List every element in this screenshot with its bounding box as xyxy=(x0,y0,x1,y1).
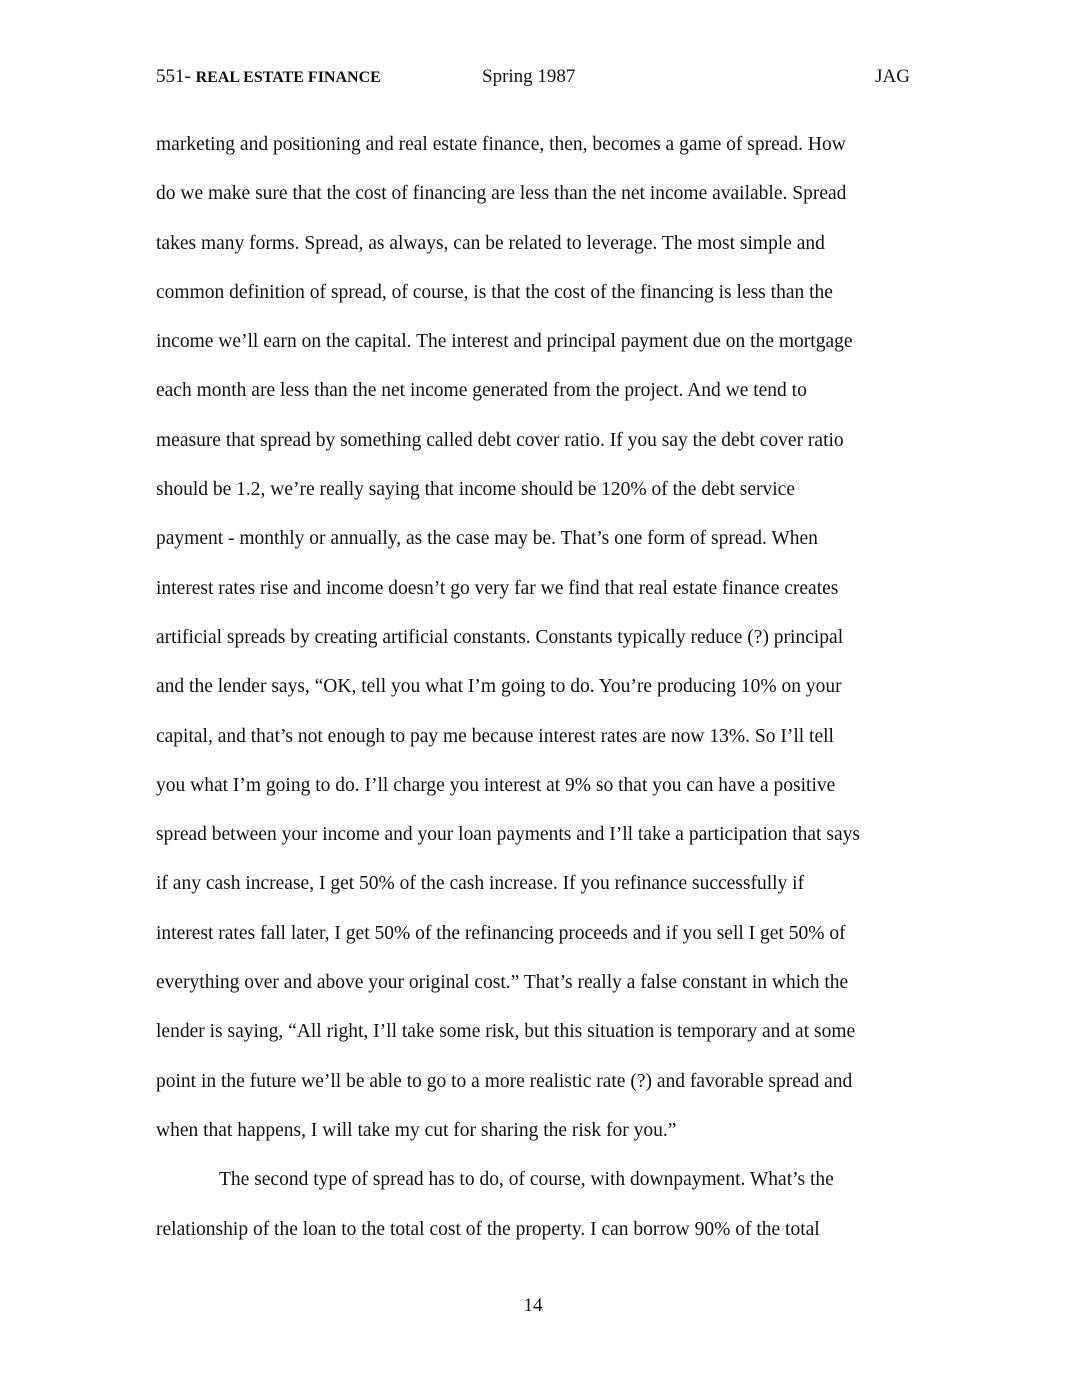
text-line: takes many forms. Spread, as always, can be related to leverage. The most simple and xyxy=(156,232,825,254)
text-line: you what I’m going to do. I’ll charge you interest at 9% so that you can have a positive xyxy=(156,774,836,796)
text-line: everything over and above your original cost.” That’s really a false constant in which the xyxy=(156,972,849,994)
author-initials: JAG xyxy=(875,66,910,87)
paragraph-start-line: The second type of spread has to do, of course, with downpayment. What’s the xyxy=(219,1169,834,1191)
text-line: should be 1.2, we’re really saying that income should be 120% of the debt service xyxy=(156,479,795,501)
running-header xyxy=(156,64,910,90)
text-line: marketing and positioning and real estate finance, then, becomes a game of spread. How xyxy=(156,134,846,155)
text-line: common definition of spread, of course, is that the cost of the financing is less than the xyxy=(156,281,833,303)
text-line: spread between your income and your loan payments and I’ll take a participation that says xyxy=(156,824,860,846)
text-line: payment - monthly or annually, as the case may be. That’s one form of spread. When xyxy=(156,528,818,550)
text-line: income we’ll earn on the capital. The interest and principal payment due on the mortgage xyxy=(156,331,853,353)
text-line: when that happens, I will take my cut for sharing the risk for you.” xyxy=(156,1119,677,1141)
body-text xyxy=(156,120,916,1254)
text-line: relationship of the loan to the total cost of the property. I can borrow 90% of the total xyxy=(156,1218,820,1240)
text-line: if any cash increase, I get 50% of the cash increase. If you refinance successfully if xyxy=(156,873,805,895)
text-line: do we make sure that the cost of financing are less than the net income available. Spread xyxy=(156,183,847,205)
text-line: interest rates fall later, I get 50% of the refinancing proceeds and if you sell I get 50% of xyxy=(156,922,846,944)
text-line: capital, and that’s not enough to pay me because interest rates are now 13%. So I’ll tell xyxy=(156,725,834,747)
text-line: and the lender says, “OK, tell you what I’m going to do. You’re producing 10% on your xyxy=(156,676,842,698)
text-line: each month are less than the net income generated from the project. And we tend to xyxy=(156,380,807,402)
text-line: point in the future we’ll be able to go to a more realistic rate (?) and favorable spread and xyxy=(156,1070,853,1092)
course-title: REAL ESTATE FINANCE xyxy=(195,69,381,86)
text-line: interest rates rise and income doesn’t go very far we find that real estate finance creates xyxy=(156,577,839,599)
term-label: Spring 1987 xyxy=(482,66,576,87)
text-line: artificial spreads by creating artificial constants. Constants typically reduce (?) principal xyxy=(156,626,844,648)
text-line: lender is saying, “All right, I’ll take some risk, but this situation is temporary and at some xyxy=(156,1021,856,1043)
course-heading xyxy=(156,64,381,91)
page-number: 14 xyxy=(523,1295,543,1316)
text-line: measure that spread by something called debt cover ratio. If you say the debt cover ratio xyxy=(156,429,844,451)
course-number: 551- xyxy=(156,66,191,87)
